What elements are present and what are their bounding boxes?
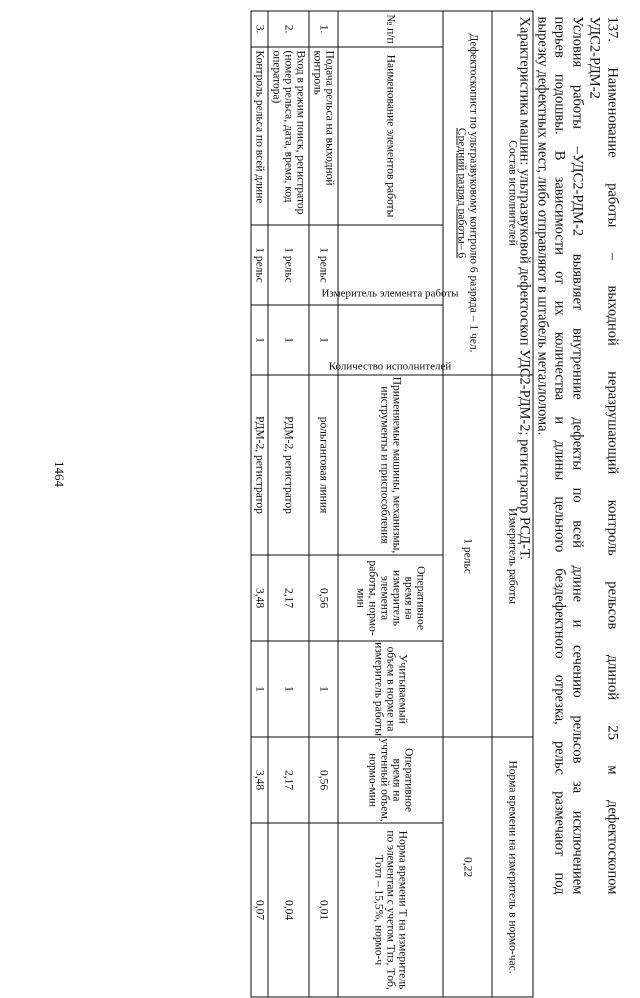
word: бездефектного [552, 568, 568, 659]
norm-table [251, 11, 534, 998]
word: всей [569, 520, 586, 548]
row-op-time: 0,56 [309, 555, 338, 641]
word: Наименование [604, 67, 621, 158]
word: м [604, 765, 621, 775]
staff-line: Дефектоскопист по ультразвуковому контролю 6 разряда – 1 чел. [467, 33, 480, 353]
word: цельного [552, 496, 568, 553]
word: – [604, 252, 621, 261]
row-machines: рольганговая линия [309, 375, 338, 555]
word: выявляет [569, 253, 586, 311]
work-conditions [568, 17, 586, 895]
word: рельсов [569, 715, 586, 764]
col-volume-header: Учитываемый объем в норме на измеритель работы [338, 641, 443, 737]
row-workers: 1 [309, 305, 338, 375]
word: и [569, 619, 586, 628]
col-op-time-header: Оперативное время на измеритель элемента работы, нормо-мин [338, 555, 443, 641]
row-volume: 1 [268, 641, 309, 737]
meter-header: Измеритель работы [492, 375, 533, 737]
col-workers-header [329, 305, 452, 375]
word: работы [604, 183, 621, 228]
work-conditions-line [551, 17, 569, 895]
word: отрезка, [552, 674, 568, 725]
staff-header: Состав исполнителей [492, 11, 533, 375]
row-machines: РДМ-2, регистратор [268, 375, 309, 555]
word: от [552, 271, 568, 285]
table-row [268, 11, 309, 997]
word: за [569, 781, 586, 794]
row-num: 2. [268, 11, 309, 47]
col-element-header: Наименование элементов работы [338, 47, 443, 225]
word: под [552, 872, 568, 895]
word: длиной [604, 654, 621, 700]
row-meter: 1 рельс [268, 225, 309, 305]
row-norm-time: 0,04 [268, 823, 309, 997]
staff-composition [443, 11, 492, 375]
row-op-time-volume: 2,17 [268, 737, 309, 823]
row-element: Подача рельса на выходной контроль [309, 47, 338, 225]
row-op-time: 3,48 [251, 555, 268, 641]
section-heading [603, 17, 621, 895]
row-op-time-volume: 0,56 [309, 737, 338, 823]
table-row [309, 11, 338, 997]
section-heading-continued: УДС2-РДМ-2 [587, 16, 603, 99]
norm-value: 0,22 [443, 737, 492, 997]
word: В [552, 150, 568, 161]
word: дефектоскопом [604, 800, 621, 895]
word: работы [569, 84, 586, 130]
col-norm-time-header: Норма времени Т на измеритель по элементам с учетом Tпз, Tоб, Tотл – 15,5%, нормо-ч [338, 823, 443, 997]
word: контроль [604, 499, 621, 556]
row-norm-time: 0,01 [309, 823, 338, 997]
row-machines: РДМ-2, регистратор [251, 375, 268, 555]
col-workers-label: Количество исполнителей [329, 360, 452, 373]
page-number: 1464 [52, 461, 67, 487]
word: по [569, 487, 586, 503]
word: Условия [569, 16, 586, 68]
row-volume: 1 [309, 641, 338, 737]
word: перьев [552, 16, 568, 58]
row-meter: 1 рельс [251, 225, 268, 305]
average-grade: Средний разряд работы– 6 [455, 127, 468, 259]
row-volume: 1 [251, 641, 268, 737]
row-num: 3. [251, 11, 268, 47]
word: внутренние [569, 327, 586, 400]
meter-value: 1 рельс [443, 375, 492, 737]
table-row [251, 11, 268, 997]
word: размечают [552, 791, 568, 857]
word: длины [552, 440, 568, 481]
word: длине [569, 565, 586, 603]
word: –УДС2-РДМ-2 [569, 146, 586, 237]
row-workers: 1 [251, 305, 268, 375]
rotated-page-content [12, 1, 629, 990]
row-workers: 1 [268, 305, 309, 375]
work-conditions-line: вырезку дефектных мест, либо отправляют в штабель металлолома. [534, 16, 551, 436]
row-op-time: 2,17 [268, 555, 309, 641]
col-op-time-volume-header: Оперативное время на учтенный объем, нормо-мин [338, 737, 443, 823]
row-element: Вход в режим поиск, регистратор (номер рельса, дата, время, код оператора) [268, 47, 309, 225]
row-num: 1. [309, 11, 338, 47]
word: 25 [604, 725, 621, 740]
row-op-time-volume: 3,48 [251, 737, 268, 823]
machines-characteristics: Характеристика машин: ультразвуковой дефектоскоп УДС2-РДМ-2; регистратор РСД-Т. [517, 16, 533, 560]
word: неразрушающий [604, 371, 621, 475]
word: рельс [552, 740, 568, 775]
word: исключением [569, 810, 586, 895]
row-meter: 1 рельс [309, 225, 338, 305]
word: дефекты [569, 417, 586, 471]
word: подошвы. [552, 74, 568, 135]
col-element-meter-label: Измеритель элемента работы [321, 287, 460, 300]
word: количества [552, 331, 568, 401]
word: рельсов [604, 581, 621, 630]
word: их [552, 300, 568, 316]
col-num-header: № п/п [338, 11, 443, 47]
word: сечению [569, 644, 586, 698]
word: выходной [604, 285, 621, 346]
row-norm-time: 0,07 [251, 823, 268, 997]
word: и [552, 416, 568, 425]
word: 137. [604, 16, 621, 42]
word: зависимости [552, 176, 568, 255]
row-element: Контроль рельса по всей длине [251, 47, 268, 225]
col-machines-header: Применяемые машины, механизмы, инструменты и приспособления [338, 375, 443, 555]
norm-header: Норма времени на измеритель в нормо-час. [492, 737, 533, 997]
